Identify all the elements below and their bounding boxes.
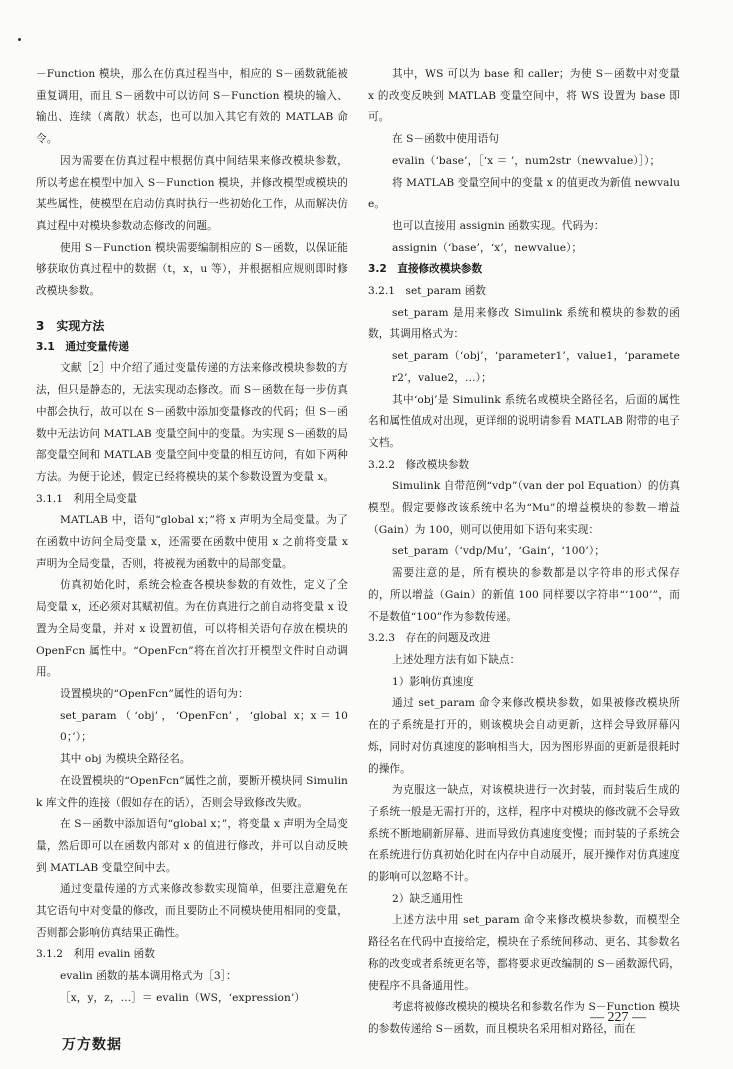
paragraph: 在设置模块的“OpenFcn”属性之前，要断开模块同 Simulink 库文件的连接（假如存在的话），否则会导致修改失败。 [36,774,348,809]
subsubsection-heading: 3.2.2 修改模块参数 [368,458,470,471]
code-line: set_param（‘obj’，‘parameter1’，value1，‘parameter2’，value2，…）； [392,350,680,384]
subsection-heading: 3.2 直接修改模块参数 [368,263,483,276]
section-heading: 3 实现方法 [36,318,105,333]
scan-speck [18,38,21,41]
paragraph: 使用 S－Function 模块需要编制相应的 S－函数，以保证能够获取仿真过程中的数据（t，x，u 等），并根据相应规则即时修改模块参数。 [36,241,348,298]
paragraph: 上述处理方法有如下缺点： [392,653,521,666]
paragraph: 仿真初始化时，系统会检查各模块参数的有效性，定义了全局变量 x，还必须对其赋初值。为在仿真进行之前自动将变量 x 设置为全局变量，并对 x 设置初值，可以将相关语句存放在模块的 OpenFcn 属性中。“OpenFcn”将在首次打开模型文件时自动调用。 [36,579,348,679]
subsubsection-heading: 3.2.1 set_param 函数 [368,285,486,298]
subsubsection-heading: 3.1.2 利用 evalin 函数 [36,948,155,961]
page-number: — 227 — [590,1010,646,1025]
code-line: set_param（‘obj’，‘OpenFcn’，‘global x；x＝100；’）； [60,709,348,744]
paragraph: 其中‘obj’是 Simulink 系统名或模块全路径名，后面的属性名和属性值成对出现，更详细的说明请参看 MATLAB 附带的电子文档。 [368,393,680,449]
list-label: 1）影响仿真速度 [392,675,474,688]
code-line: set_param（‘vdp/Mu’，‘Gain’，‘100’）； [392,545,605,558]
paragraph: 其中，WS 可以为 base 和 caller；为使 S－函数中对变量 x 的改变反映到 MATLAB 变量空间中，将 WS 设置为 base 即可。 [368,68,680,124]
paragraph: 通过变量传递的方式来修改参数实现简单，但要注意避免在其它语句中对变量的修改，而且要防止不同模块使用相同的变量，否则都会影响仿真结果正确性。 [36,883,348,939]
paragraph: 也可以直接用 assignin 函数实现。代码为： [392,219,605,232]
paragraph: 在 S－函数中使用语句 [392,133,500,146]
subsubsection-heading: 3.2.3 存在的问题及改进 [368,632,491,645]
right-column [368,64,680,1041]
subsection-heading: 3.1 通过变量传递 [36,340,129,353]
paragraph: 因为需要在仿真过程中根据仿真中间结果来修改模块参数，所以考虑在模型中加入 S－Function 模块，并修改模型或模块的某些属性，使模型在启动仿真时执行一些初始化工作，从而解决仿真过程中对模块参数动态修改的问题。 [36,154,348,232]
paragraph: evalin 函数的基本调用格式为［3］： [60,970,237,983]
paragraph: －Function 模块，那么在仿真过程当中，相应的 S－函数就能被重复调用，而且 S－函数中可以访问 S－Function 模块的输入、输出、连续（离散）状态，也可以加入其它有效的 MATLAB 命令。 [36,68,348,146]
paragraph: 为克服这一缺点，对该模块进行一次封装，而封装后生成的子系统一般是无需打开的，这样，程序中对模块的修改就不会导致系统不断地刷新屏幕、进而导致仿真速度变慢；而封装的子系统会在系统进行仿真初始化时在内存中自动展开，展开操作对仿真速度的影响可以忽略不计。 [368,784,680,884]
paragraph: 需要注意的是，所有模块的参数都是以字符串的形式保存的，所以增益（Gain）的新值 100 同样要以字符串“‘100’”，而不是数值“100”作为参数传递。 [368,567,680,623]
list-label: 2）缺乏通用性 [392,892,464,905]
paragraph: 考虑将被修改模块的模块名和参数名作为 S－Function 模块的参数传递给 S－函数，而且模块名采用相对路径，而在 [368,1001,680,1035]
code-line: ［x，y，z，…］＝ evalin（WS，‘expression’） [60,991,306,1004]
paragraph: 文献［2］中介绍了通过变量传递的方法来修改模块参数的方法，但只是静态的，无法实现动态修改。而 S－函数在每一步仿真中都会执行，故可以在 S－函数中添加变量修改的代码；但 S－函数中无法访问 MATLAB 变量空间中的变量。为实现 S－函数的局部变量空间和 MATLAB 变量空间中变量的相互访问，有如下两种方法。为便于论述，假定已经将模块的某个参数设置为变量 x。 [36,362,348,483]
paragraph: set_param 是用来修改 Simulink 系统和模块的参数的函数，其调用格式为： [368,306,680,341]
watermark: 万方数据 [62,1037,122,1053]
paragraph: 将 MATLAB 变量空间中的变量 x 的值更改为新值 newvalue。 [368,176,680,211]
paragraph: 其中 obj 为模块全路径名。 [60,753,191,766]
paragraph: 在 S－函数中添加语句“global x；”，将变量 x 声明为全局变量，然后即可以在函数内部对 x 的值进行修改，并可以自动反映到 MATLAB 变量空间中去。 [36,818,348,874]
code-line: assignin（‘base’，‘x’，newvalue）； [392,241,583,254]
paragraph: 设置模块的“OpenFcn”属性的语句为： [60,687,249,700]
paragraph: 上述方法中用 set_param 命令来修改模块参数，而模型全路径名在代码中直接给定，模块在子系统间移动、更名、其参数名称的改变或者系统更名等，都将要求更改编制的 S－函数源代码，使程序不具备通用性。 [368,914,680,992]
paragraph: MATLAB 中，语句“global x；”将 x 声明为全局变量。为了在函数中访问全局变量 x，还需要在函数中使用 x 之前将变量 x 声明为全局变量，否则，将被视为函数中的局部变量。 [36,514,348,570]
subsubsection-heading: 3.1.1 利用全局变量 [36,492,138,505]
paragraph: 通过 set_param 命令来修改模块参数，如果被修改模块所在的子系统是打开的，则该模块会自动更新，这样会导致屏幕闪烁，同时对仿真速度的影响相当大，因为图形界面的更新是很耗时的操作。 [368,697,680,775]
left-column [36,64,348,1010]
code-line: evalin（‘base’，［‘x ＝ ’，num2str（newvalue）］）； [392,154,661,167]
paragraph: Simulink 自带范例“vdp”（van der pol Equation）的仿真模型。假定要修改该系统中名为“Mu”的增益模块的参数－增益（Gain）为 100，则可以使用如下语句来实现： [368,480,681,536]
